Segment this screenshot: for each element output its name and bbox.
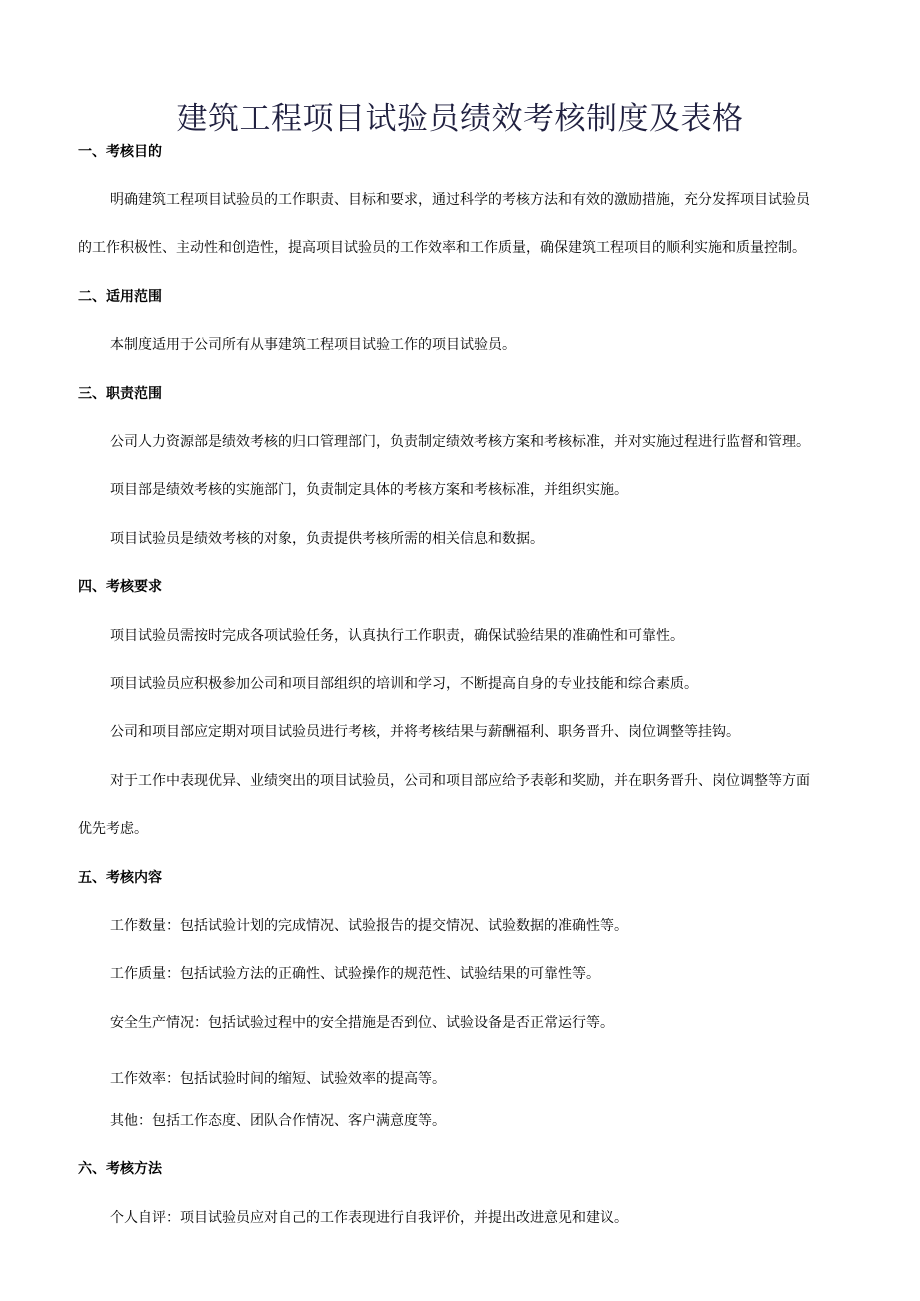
paragraph-line: 项目部是绩效考核的实施部门，负责制定具体的考核方案和考核标准，并组织实施。	[110, 482, 628, 498]
paragraph-line: 优先考虑。	[78, 821, 148, 837]
section-heading-content: 五、考核内容	[78, 870, 162, 886]
section-heading-purpose: 一、考核目的	[78, 144, 162, 160]
paragraph-line: 工作效率：包括试验时间的缩短、试验效率的提高等。	[110, 1071, 446, 1087]
paragraph-line: 对于工作中表现优异、业绩突出的项目试验员，公司和项目部应给予表彰和奖励，并在职务晋升、岗位调整等方面	[110, 773, 810, 789]
section-heading-requirements: 四、考核要求	[78, 579, 162, 595]
paragraph-line: 项目试验员应积极参加公司和项目部组织的培训和学习，不断提高自身的专业技能和综合素质。	[110, 676, 698, 692]
section-heading-responsibilities: 三、职责范围	[78, 386, 162, 402]
paragraph-line: 项目试验员需按时完成各项试验任务，认真执行工作职责，确保试验结果的准确性和可靠性。	[110, 628, 684, 644]
section-heading-scope: 二、适用范围	[78, 289, 162, 305]
paragraph-line: 明确建筑工程项目试验员的工作职责、目标和要求，通过科学的考核方法和有效的激励措施，充分发挥项目试验员	[110, 192, 810, 208]
paragraph-line: 工作质量：包括试验方法的正确性、试验操作的规范性、试验结果的可靠性等。	[110, 966, 600, 982]
paragraph-line: 公司人力资源部是绩效考核的归口管理部门，负责制定绩效考核方案和考核标准，并对实施过程进行监督和管理。	[110, 434, 810, 450]
paragraph-line: 安全生产情况：包括试验过程中的安全措施是否到位、试验设备是否正常运行等。	[110, 1015, 614, 1031]
paragraph-line: 公司和项目部应定期对项目试验员进行考核，并将考核结果与薪酬福利、职务晋升、岗位调整等挂钩。	[110, 724, 740, 740]
paragraph-line: 项目试验员是绩效考核的对象，负责提供考核所需的相关信息和数据。	[110, 531, 544, 547]
paragraph-line: 工作数量：包括试验计划的完成情况、试验报告的提交情况、试验数据的准确性等。	[110, 918, 628, 934]
page-title: 建筑工程项目试验员绩效考核制度及表格	[176, 100, 744, 137]
section-heading-method: 六、考核方法	[78, 1161, 162, 1177]
paragraph-line: 的工作积极性、主动性和创造性，提高项目试验员的工作效率和工作质量，确保建筑工程项目的顺利实施和质量控制。	[78, 240, 806, 256]
paragraph-line: 本制度适用于公司所有从事建筑工程项目试验工作的项目试验员。	[110, 337, 516, 353]
paragraph-line: 个人自评：项目试验员应对自己的工作表现进行自我评价，并提出改进意见和建议。	[110, 1210, 628, 1226]
paragraph-line: 其他：包括工作态度、团队合作情况、客户满意度等。	[110, 1113, 446, 1129]
